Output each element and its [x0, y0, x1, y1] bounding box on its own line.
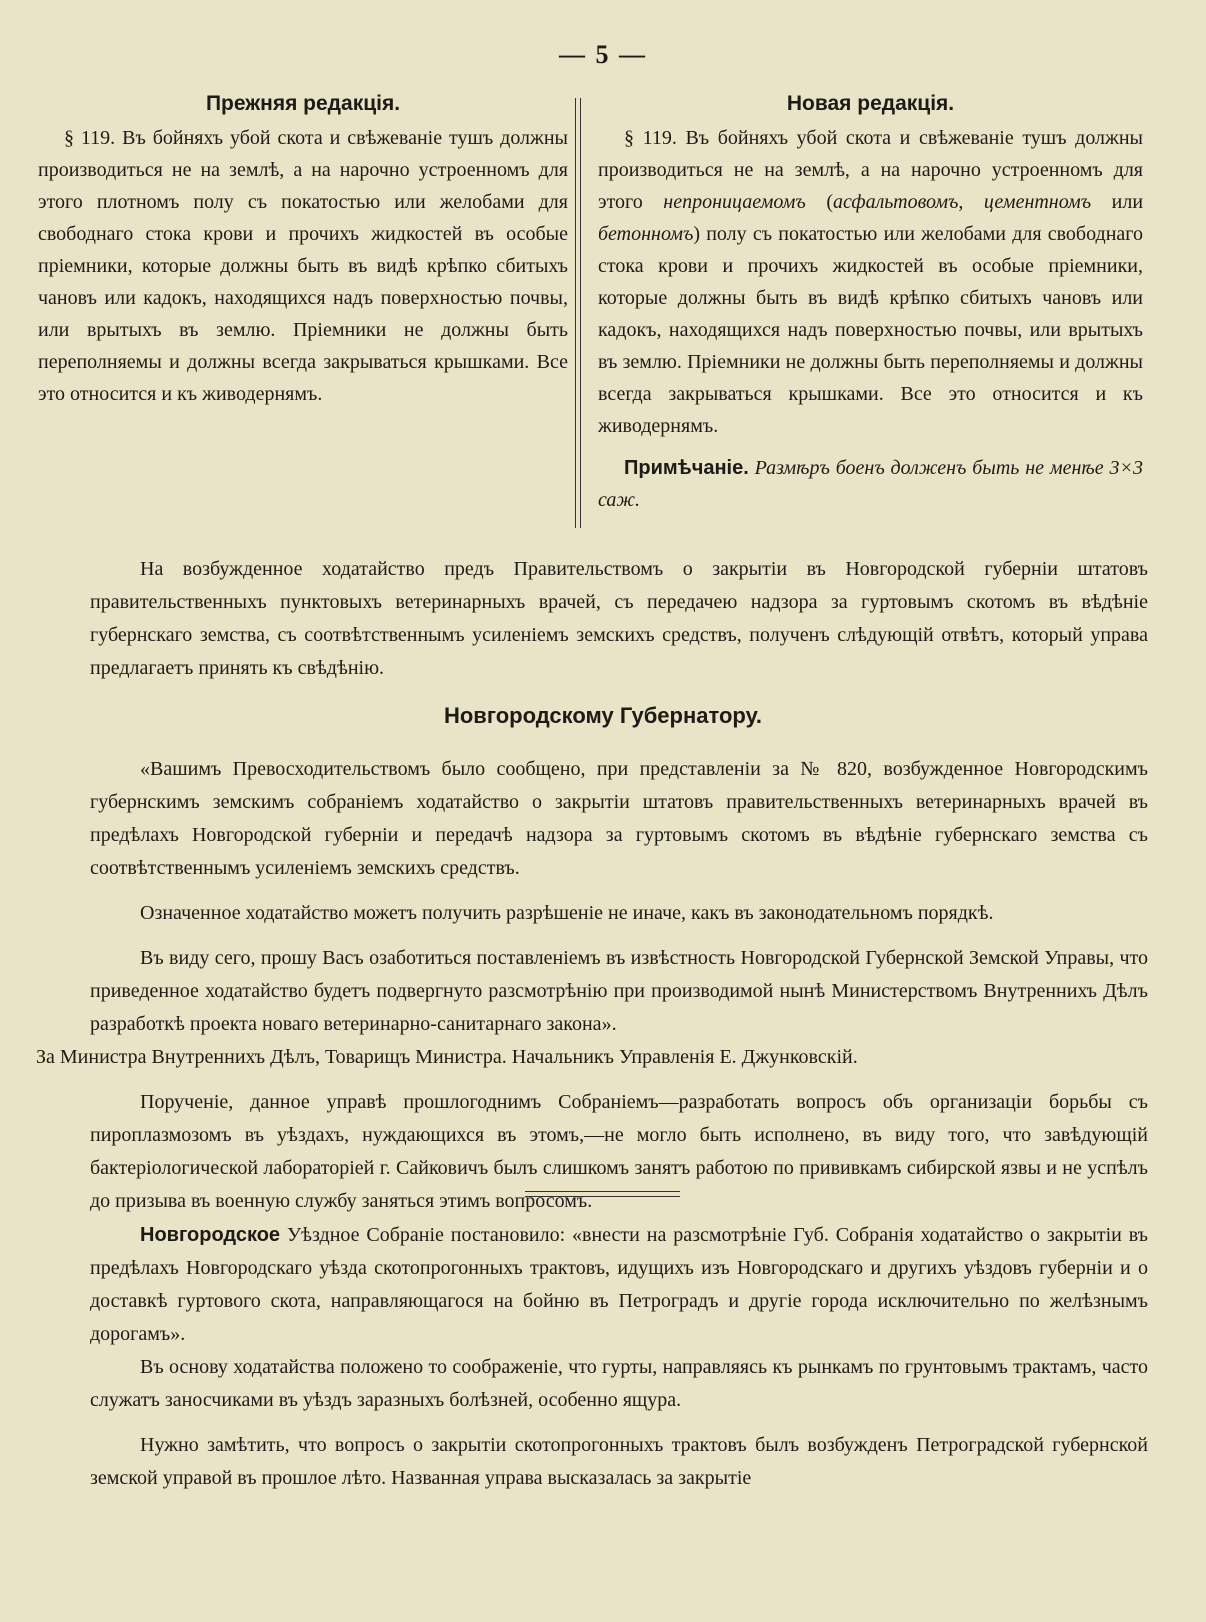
right-text-d: асфальтовомъ: [833, 191, 959, 213]
right-column-heading: Новая редакція.: [786, 92, 955, 115]
page-number: — 5 —: [559, 40, 647, 69]
letter-paragraph-3: Въ виду сего, прошу Васъ озаботиться поставленіемъ въ извѣстность Новгородской Губернской Земской Управы, что приведенное ходатайство будетъ подвергнуто разсмотрѣнію при производимой нынѣ Министерствомъ Внутреннихъ Дѣлъ разработкѣ проекта новаго ветеринарно-санитарнаго закона».: [90, 947, 1148, 1035]
paragraph-petition: [90, 553, 1148, 685]
section-divider: [525, 1191, 680, 1197]
paragraph-3-lead: Новгородское: [140, 1224, 281, 1246]
heading-governor: Новгородскому Губернатору.: [443, 703, 762, 728]
note-handwritten-text: Размѣръ боенъ долженъ быть не менѣе 3×3 саж.: [598, 457, 1143, 511]
right-text-f: цементномъ: [983, 191, 1092, 213]
left-column-text: § 119. Въ бойняхъ убой скота и свѣжеваніе тушъ должны производиться не на землѣ, а на нарочно устроенномъ для этого плотномъ полу съ покатостью или желобами для свободнаго стока крови и прочихъ жидкостей въ особые пріемники, которые должны быть въ видѣ крѣпко сбитыхъ чановъ или кадокъ, находящихся надъ поверхностью почвы, или врытыхъ въ землю. Пріемники не должны быть переполняемы и должны всегда закрываться крышками. Все это относится и къ живодернямъ.: [38, 127, 568, 405]
letter-signature: За Министра Внутреннихъ Дѣлъ, Товарищъ Министра. Начальникъ Управленія Е. Джунковскій.: [36, 1046, 858, 1068]
column-divider: [575, 98, 581, 528]
section-cattle-roads: [90, 1219, 1148, 1495]
paragraph-5: Нужно замѣтить, что вопросъ о закрытіи скотопрогонныхъ трактовъ былъ возбужденъ Петроградской губернской земской управой въ прошлое лѣто. Названная управа высказалась за закрытіе: [90, 1434, 1148, 1489]
right-text-i: ) полу съ покатостью или желобами для свободнаго стока крови и прочихъ жидкостей въ особые пріемники, которые должны быть въ видѣ крѣпко сбитыхъ чановъ или кадокъ, находящихся надъ поверхностью почвы, или врытыхъ въ землю. Пріемники не должны быть переполняемы и должны всегда закрываться крышками. Все это относится и къ живодернямъ.: [598, 223, 1143, 437]
right-text-c: (: [826, 191, 833, 213]
right-text-e: ,: [958, 191, 964, 213]
paragraph-3: [90, 1219, 1148, 1351]
right-text-a: § 119. Въ бойняхъ убой скота и свѣжеваніе тушъ должны производиться не на землѣ, а на нарочно устроенномъ для этого: [598, 127, 1143, 213]
paragraph-1: На возбужденное ходатайство предъ Правительствомъ о закрытіи въ Новгородской губерніи штатовъ правительственныхъ пунктовыхъ ветеринарныхъ врачей, съ передачею надзора за гуртовымъ скотомъ въ вѣдѣніе губернскаго земства, съ соотвѣтственнымъ усиленіемъ земскихъ средствъ, полученъ слѣдующій отвѣтъ, который управа предлагаетъ принять къ свѣдѣнію.: [90, 558, 1148, 679]
right-column-new-edition: [598, 92, 1143, 516]
letter-paragraph-2: Означенное ходатайство можетъ получить разрѣшеніе не иначе, какъ въ законодательномъ порядкѣ.: [140, 902, 994, 924]
right-text-g: или: [1111, 191, 1144, 213]
paragraph-pyroplasmosis: Порученіе, данное управѣ прошлогоднимъ Собраніемъ—разработать вопросъ объ организаціи борьбы съ пироплазмозомъ въ уѣздахъ, нуждающихся въ этомъ,—не могло быть исполнено, въ виду того, что завѣдующій бактеріологической лабораторіей г. Сайковичъ былъ слишкомъ занятъ работою по прививкамъ сибирской язвы и не успѣлъ до призыва въ военную службу заняться этимъ вопросомъ.: [90, 1091, 1148, 1212]
note-label: Примѣчаніе.: [624, 457, 749, 479]
paragraph-4: Въ основу ходатайства положено то соображеніе, что гурты, направляясь къ рынкамъ по грунтовымъ трактамъ, часто служатъ заносчиками въ уѣздъ заразныхъ болѣзней, особенно ящура.: [90, 1356, 1148, 1411]
right-column-text: [598, 122, 1143, 442]
right-column-note: [598, 452, 1143, 516]
letter-paragraph-1: «Вашимъ Превосходительствомъ было сообщено, при представленіи за № 820, возбужденное Новгородскимъ губернскимъ земскимъ собраніемъ ходатайство о закрытіи штатовъ правительственныхъ ветеринарныхъ врачей въ предѣлахъ Новгородской губерніи и передачѣ надзора за гуртовымъ скотомъ въ вѣдѣніе губернскаго земства съ соотвѣтственнымъ усиленіемъ земскихъ средствъ.: [90, 758, 1148, 879]
governor-letter: [36, 753, 1148, 1218]
left-column-old-edition: [38, 92, 568, 410]
right-text-h: бетонномъ: [598, 223, 694, 245]
paragraph-3-text: Уѣздное Собраніе постановило: «внести на разсмотрѣніе Губ. Собранія ходатайство о закрытіи въ предѣлахъ Новгородскаго уѣзда скотопрогонныхъ трактовъ, идущихъ изъ Новгородскаго и другихъ уѣздовъ губерніи и о доставкѣ гуртового скота, направляющагося на бойню въ Петроградъ и другіе города исключительно по желѣзнымъ дорогамъ».: [90, 1224, 1148, 1345]
right-text-b: непроницаемомъ: [663, 191, 806, 213]
left-column-heading: Прежняя редакція.: [205, 92, 401, 115]
